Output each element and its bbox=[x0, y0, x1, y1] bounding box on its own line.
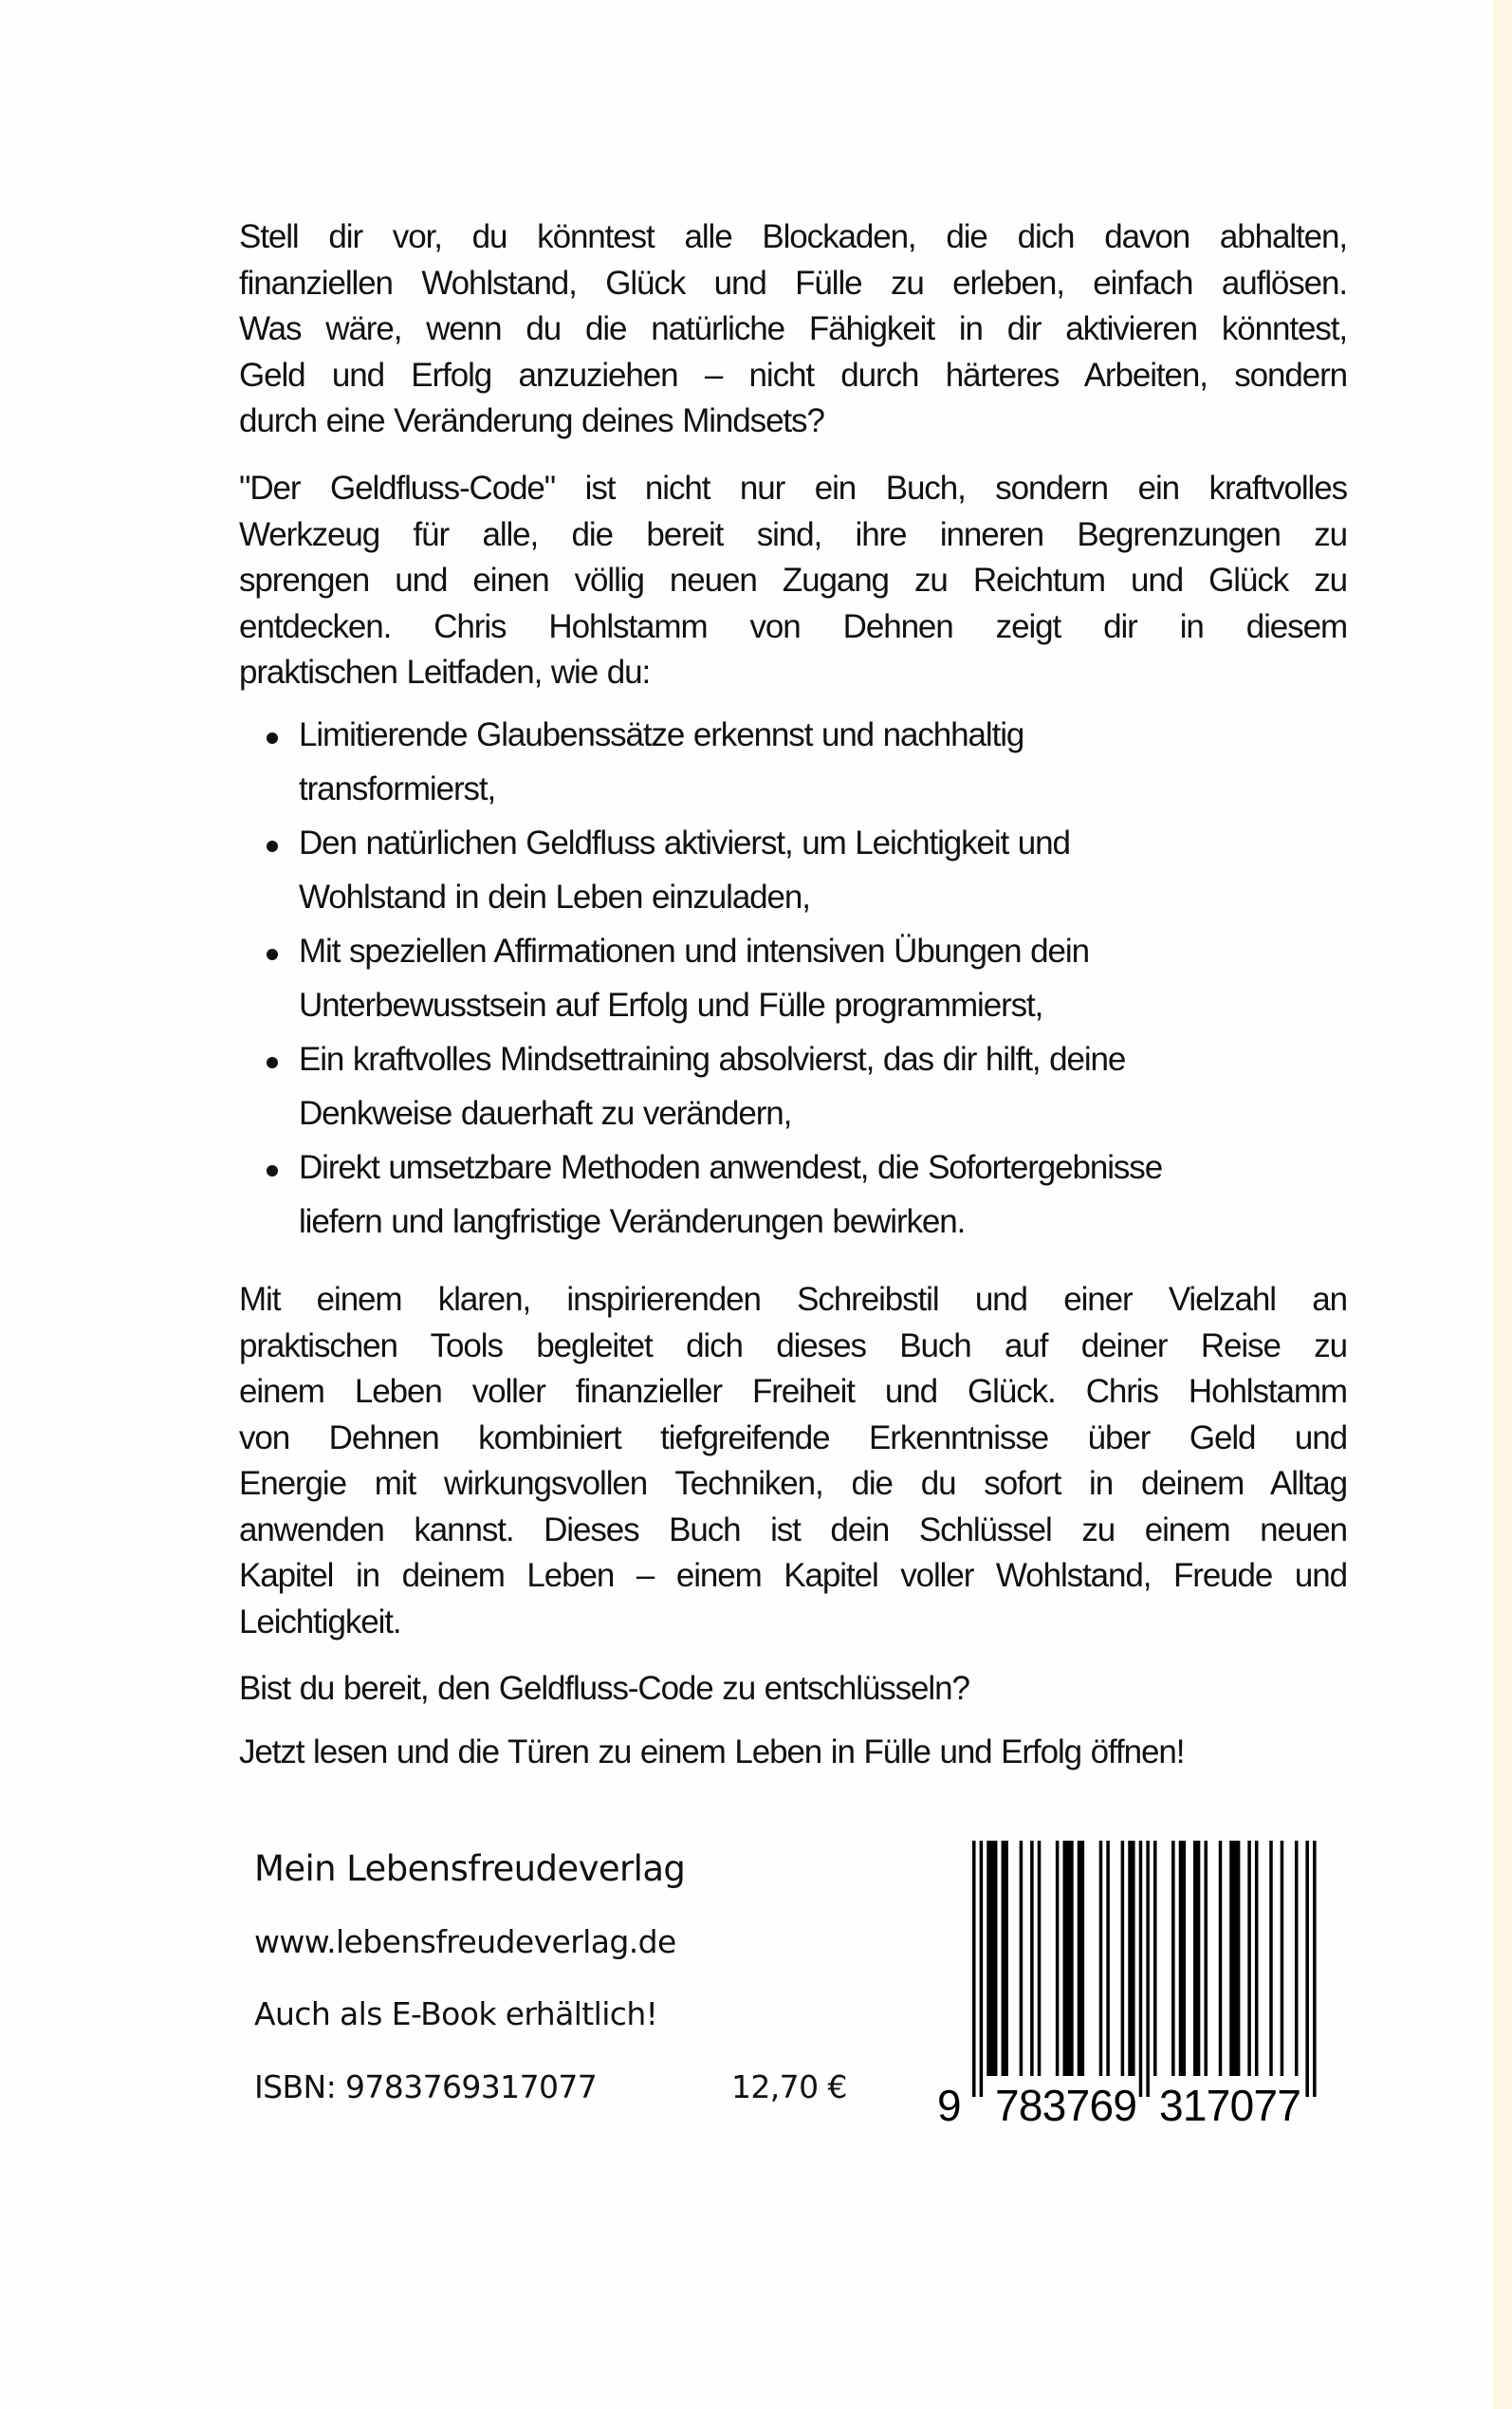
list-item bbox=[239, 1140, 1347, 1249]
barcode-bar bbox=[1219, 1841, 1223, 2076]
call-to-action-text: Jetzt lesen und die Türen zu einem Leben in Fülle und Erfolg öffnen! bbox=[239, 1733, 1185, 1770]
bullet-icon bbox=[267, 1165, 278, 1177]
question-text: Bist du bereit, den Geldfluss-Code zu entschlüsseln? bbox=[239, 1670, 969, 1707]
isbn-barcode bbox=[930, 1831, 1328, 2135]
list-item-line: Denkweise dauerhaft zu verändern, bbox=[299, 1095, 792, 1132]
barcode-bar bbox=[1121, 1841, 1125, 2076]
barcode-bar bbox=[1002, 1841, 1008, 2076]
barcode-bar bbox=[1295, 1841, 1299, 2076]
barcode-bar bbox=[1128, 1841, 1134, 2076]
list-item-line: Mit speziellen Affirmationen und intensiven Übungen dein bbox=[299, 933, 1089, 970]
barcode-bar bbox=[1247, 1841, 1251, 2076]
paragraph-line: Werkzeug für alle, die bereit sind, ihre inneren Begrenzungen zu bbox=[239, 515, 1347, 553]
barcode-bar bbox=[1038, 1841, 1042, 2076]
paragraph-line: Was wäre, wenn du die natürliche Fähigkeit in dir aktivieren könntest, bbox=[239, 310, 1347, 347]
paragraph-line: Leichtigkeit. bbox=[239, 1603, 401, 1640]
paragraph-line: einem Leben voller finanzieller Freiheit und Glück. Chris Hohlstamm bbox=[239, 1373, 1347, 1410]
list-item-line: Ein kraftvolles Mindsettraining absolvierst, das dir hilft, deine bbox=[299, 1041, 1126, 1078]
paragraph-line: Stell dir vor, du könntest alle Blockaden, die dich davon abhalten, bbox=[239, 218, 1347, 255]
list-item-line: Den natürlichen Geldfluss aktivierst, um Leichtigkeit und bbox=[299, 825, 1070, 862]
barcode-guard-bar bbox=[980, 1841, 984, 2097]
barcode-bar bbox=[1056, 1841, 1060, 2076]
bullet-icon bbox=[267, 1057, 278, 1068]
publisher-website: www.lebensfreudeverlag.de bbox=[254, 1923, 676, 1960]
paragraph-line: finanziellen Wohlstand, Glück und Fülle zu erleben, einfach auflösen. bbox=[239, 264, 1347, 302]
paragraph-line: praktischen Tools begleitet dich dieses Buch auf deiner Reise zu bbox=[239, 1326, 1347, 1364]
benefits-list bbox=[239, 708, 1347, 1249]
list-item-line: Unterbewusstsein auf Erfolg und Fülle programmierst, bbox=[299, 987, 1043, 1024]
list-item bbox=[239, 816, 1347, 924]
bullet-icon bbox=[267, 732, 278, 744]
barcode-bar bbox=[1099, 1841, 1103, 2076]
list-item bbox=[239, 924, 1347, 1032]
barcode-bar bbox=[1171, 1841, 1175, 2076]
barcode-bar bbox=[1153, 1841, 1157, 2076]
barcode-bar bbox=[1106, 1841, 1110, 2076]
barcode-guard-bar bbox=[972, 1841, 976, 2097]
barcode-bar bbox=[986, 1841, 997, 2076]
publisher-name: Mein Lebensfreudeverlag bbox=[254, 1848, 686, 1889]
ebook-note: Auch als E-Book erhältlich! bbox=[254, 1995, 658, 2032]
bullet-icon bbox=[267, 949, 278, 960]
bullet-icon bbox=[267, 841, 278, 852]
list-item-line: Limitierende Glaubenssätze erkennst und nachhaltig bbox=[299, 716, 1024, 753]
paragraph-line: Geld und Erfolg anzuziehen – nicht durch härteres Arbeiten, sondern bbox=[239, 356, 1347, 394]
barcode-guard-bar bbox=[1313, 1841, 1317, 2097]
paragraph-line: Energie mit wirkungsvollen Techniken, die du sofort in deinem Alltag bbox=[239, 1465, 1347, 1502]
paragraph-line: von Dehnen kombiniert tiefgreifende Erkenntnisse über Geld und bbox=[239, 1418, 1347, 1456]
barcode-bar bbox=[1269, 1841, 1273, 2076]
barcode-left-digits: 783769 bbox=[995, 2081, 1137, 2130]
barcode-bar bbox=[1193, 1841, 1200, 2076]
barcode-bar bbox=[1229, 1841, 1240, 2076]
barcode-first-digit: 9 bbox=[937, 2081, 962, 2130]
paragraph-line: durch eine Veränderung deines Mindsets? bbox=[239, 402, 824, 439]
list-item bbox=[239, 708, 1347, 816]
barcode-bars bbox=[972, 1841, 1317, 2097]
paragraph-line: praktischen Leitfaden, wie du: bbox=[239, 654, 651, 691]
paragraph-line: Kapitel in deinem Leben – einem Kapitel voller Wohlstand, Freude und bbox=[239, 1557, 1347, 1594]
barcode-guard-bar bbox=[1305, 1841, 1309, 2097]
intro-paragraph bbox=[239, 214, 1347, 445]
isbn-text: ISBN: 9783769317077 bbox=[254, 2068, 598, 2105]
barcode-right-digits: 317077 bbox=[1159, 2081, 1301, 2130]
paragraph-line: Mit einem klaren, inspirierenden Schreibstil und einer Vielzahl an bbox=[239, 1281, 1347, 1318]
summary-paragraph bbox=[239, 1277, 1347, 1645]
list-item-line: Wohlstand in dein Leben einzuladen, bbox=[299, 879, 810, 916]
barcode-guard-bar bbox=[1146, 1841, 1150, 2097]
barcode-bar bbox=[1281, 1841, 1284, 2076]
paragraph-line: "Der Geldfluss-Code" ist nicht nur ein Buch, sondern ein kraftvolles bbox=[239, 470, 1347, 507]
barcode-bar bbox=[1204, 1841, 1208, 2076]
list-item-line: liefern und langfristige Veränderungen bewirken. bbox=[299, 1203, 966, 1240]
list-item bbox=[239, 1032, 1347, 1140]
barcode-guard-bar bbox=[1139, 1841, 1143, 2097]
barcode-bar bbox=[1179, 1841, 1186, 2076]
barcode-bar bbox=[1255, 1841, 1259, 2076]
paragraph-line: sprengen und einen völlig neuen Zugang zu Reichtum und Glück zu bbox=[239, 562, 1347, 599]
barcode-bar bbox=[1078, 1841, 1084, 2076]
price-text: 12,70 € bbox=[731, 2068, 847, 2105]
list-item-line: Direkt umsetzbare Methoden anwendest, die Sofortergebnisse bbox=[299, 1149, 1163, 1186]
barcode-bar bbox=[1063, 1841, 1074, 2076]
description-paragraph bbox=[239, 466, 1347, 696]
paragraph-line: entdecken. Chris Hohlstamm von Dehnen zeigt dir in diesem bbox=[239, 607, 1347, 645]
barcode-bar bbox=[1020, 1841, 1023, 2076]
list-item-line: transformierst, bbox=[299, 770, 496, 807]
paragraph-line: anwenden kannst. Dieses Buch ist dein Schlüssel zu einem neuen bbox=[239, 1510, 1347, 1548]
barcode-bar bbox=[1030, 1841, 1034, 2076]
side-strip bbox=[1493, 0, 1512, 2409]
